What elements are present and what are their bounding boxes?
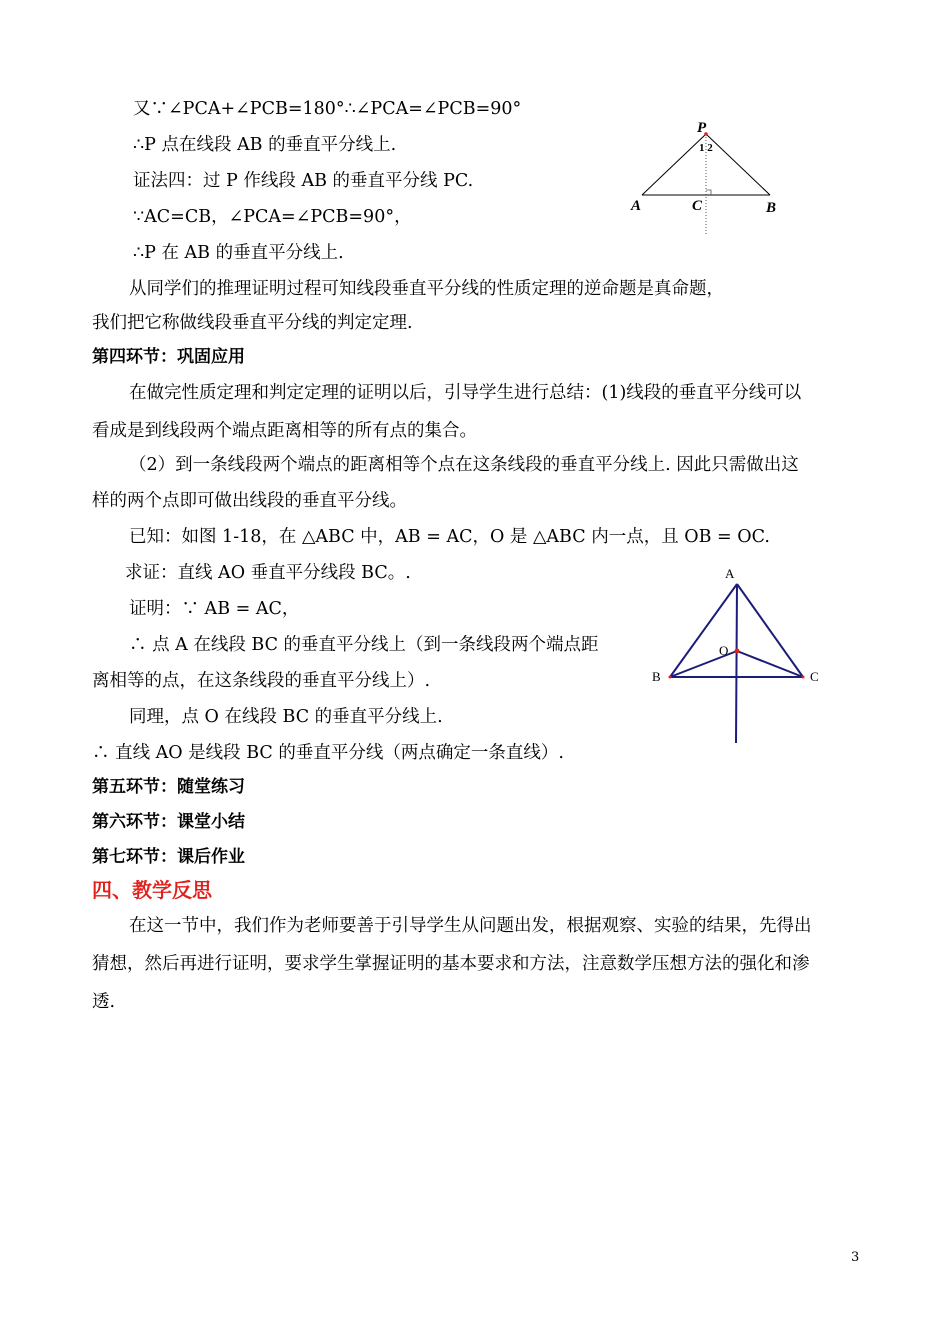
text-line: 猜想，然后再进行证明，要求学生掌握证明的基本要求和方法，注意数学压想方法的强化和渗 bbox=[92, 954, 810, 974]
label-b: B bbox=[766, 200, 777, 216]
label-a: A bbox=[631, 198, 642, 214]
text-line: 从同学们的推理证明过程可知线段垂直平分线的性质定理的逆命题是真命题， bbox=[129, 279, 724, 299]
text-line: 又∵∠PCA+∠PCB=180°∴∠PCA=∠PCB=90° bbox=[133, 99, 522, 119]
label-p: P bbox=[697, 120, 707, 136]
section-heading-5: 第五环节：随堂练习 bbox=[92, 777, 245, 797]
section-heading-7: 第七环节：课后作业 bbox=[92, 847, 245, 867]
text-line: 同理，点 O 在线段 BC 的垂直平分线上. bbox=[129, 707, 443, 727]
label-b: B bbox=[652, 669, 661, 684]
text-line: 看成是到线段两个端点距离相等的所有点的集合。 bbox=[92, 421, 477, 441]
text-line: 证法四：过 P 作线段 AB 的垂直平分线 PC. bbox=[133, 171, 474, 191]
reflection-heading: 四、教学反思 bbox=[92, 878, 212, 902]
text-line: ∴ 直线 AO 是线段 BC 的垂直平分线（两点确定一条直线）. bbox=[92, 743, 564, 763]
figure-perpendicular-pc bbox=[620, 110, 790, 240]
text-line: 求证：直线 AO 垂直平分线段 BC。. bbox=[125, 563, 411, 583]
label-c: C bbox=[810, 669, 819, 684]
text-line: 离相等的点，在这条线段的垂直平分线上）. bbox=[92, 671, 431, 691]
label-a: A bbox=[725, 566, 735, 581]
text-line: ∴P 点在线段 AB 的垂直平分线上. bbox=[133, 135, 397, 155]
section-heading-4: 第四环节：巩固应用 bbox=[92, 347, 245, 367]
text-line: 证明：∵ AB = AC， bbox=[129, 599, 300, 619]
text-line: ∴ 点 A 在线段 BC 的垂直平分线上（到一条线段两个端点距 bbox=[129, 635, 599, 655]
page-number: 3 bbox=[851, 1250, 860, 1265]
point-c bbox=[802, 676, 805, 679]
point-o bbox=[735, 649, 740, 654]
figure-triangle-abc bbox=[645, 560, 835, 750]
point-b bbox=[669, 676, 672, 679]
section-heading-6: 第六环节：课堂小结 bbox=[92, 812, 245, 832]
text-line: 透. bbox=[92, 992, 116, 1012]
text-line: ∵AC=CB，∠PCA=∠PCB=90°， bbox=[133, 207, 412, 227]
text-line: （2）到一条线段两个端点的距离相等个点在这条线段的垂直平分线上. 因此只需做出这 bbox=[129, 455, 799, 475]
label-angles: 1 2 bbox=[699, 142, 713, 154]
label-c: C bbox=[692, 198, 703, 214]
text-line: 样的两个点即可做出线段的垂直平分线。 bbox=[92, 491, 407, 511]
text-line: ∴P 在 AB 的垂直平分线上. bbox=[133, 243, 344, 263]
text-line: 我们把它称做线段垂直平分线的判定定理. bbox=[92, 313, 413, 333]
label-o: O bbox=[719, 643, 729, 658]
text-line: 在做完性质定理和判定定理的证明以后，引导学生进行总结：(1)线段的垂直平分线可以 bbox=[129, 383, 802, 403]
text-line: 已知：如图 1-18，在 △ABC 中，AB = AC，O 是 △ABC 内一点，且 OB = OC. bbox=[129, 527, 770, 547]
text-line: 在这一节中，我们作为老师要善于引导学生从问题出发，根据观察、实验的结果，先得出 bbox=[129, 916, 812, 936]
